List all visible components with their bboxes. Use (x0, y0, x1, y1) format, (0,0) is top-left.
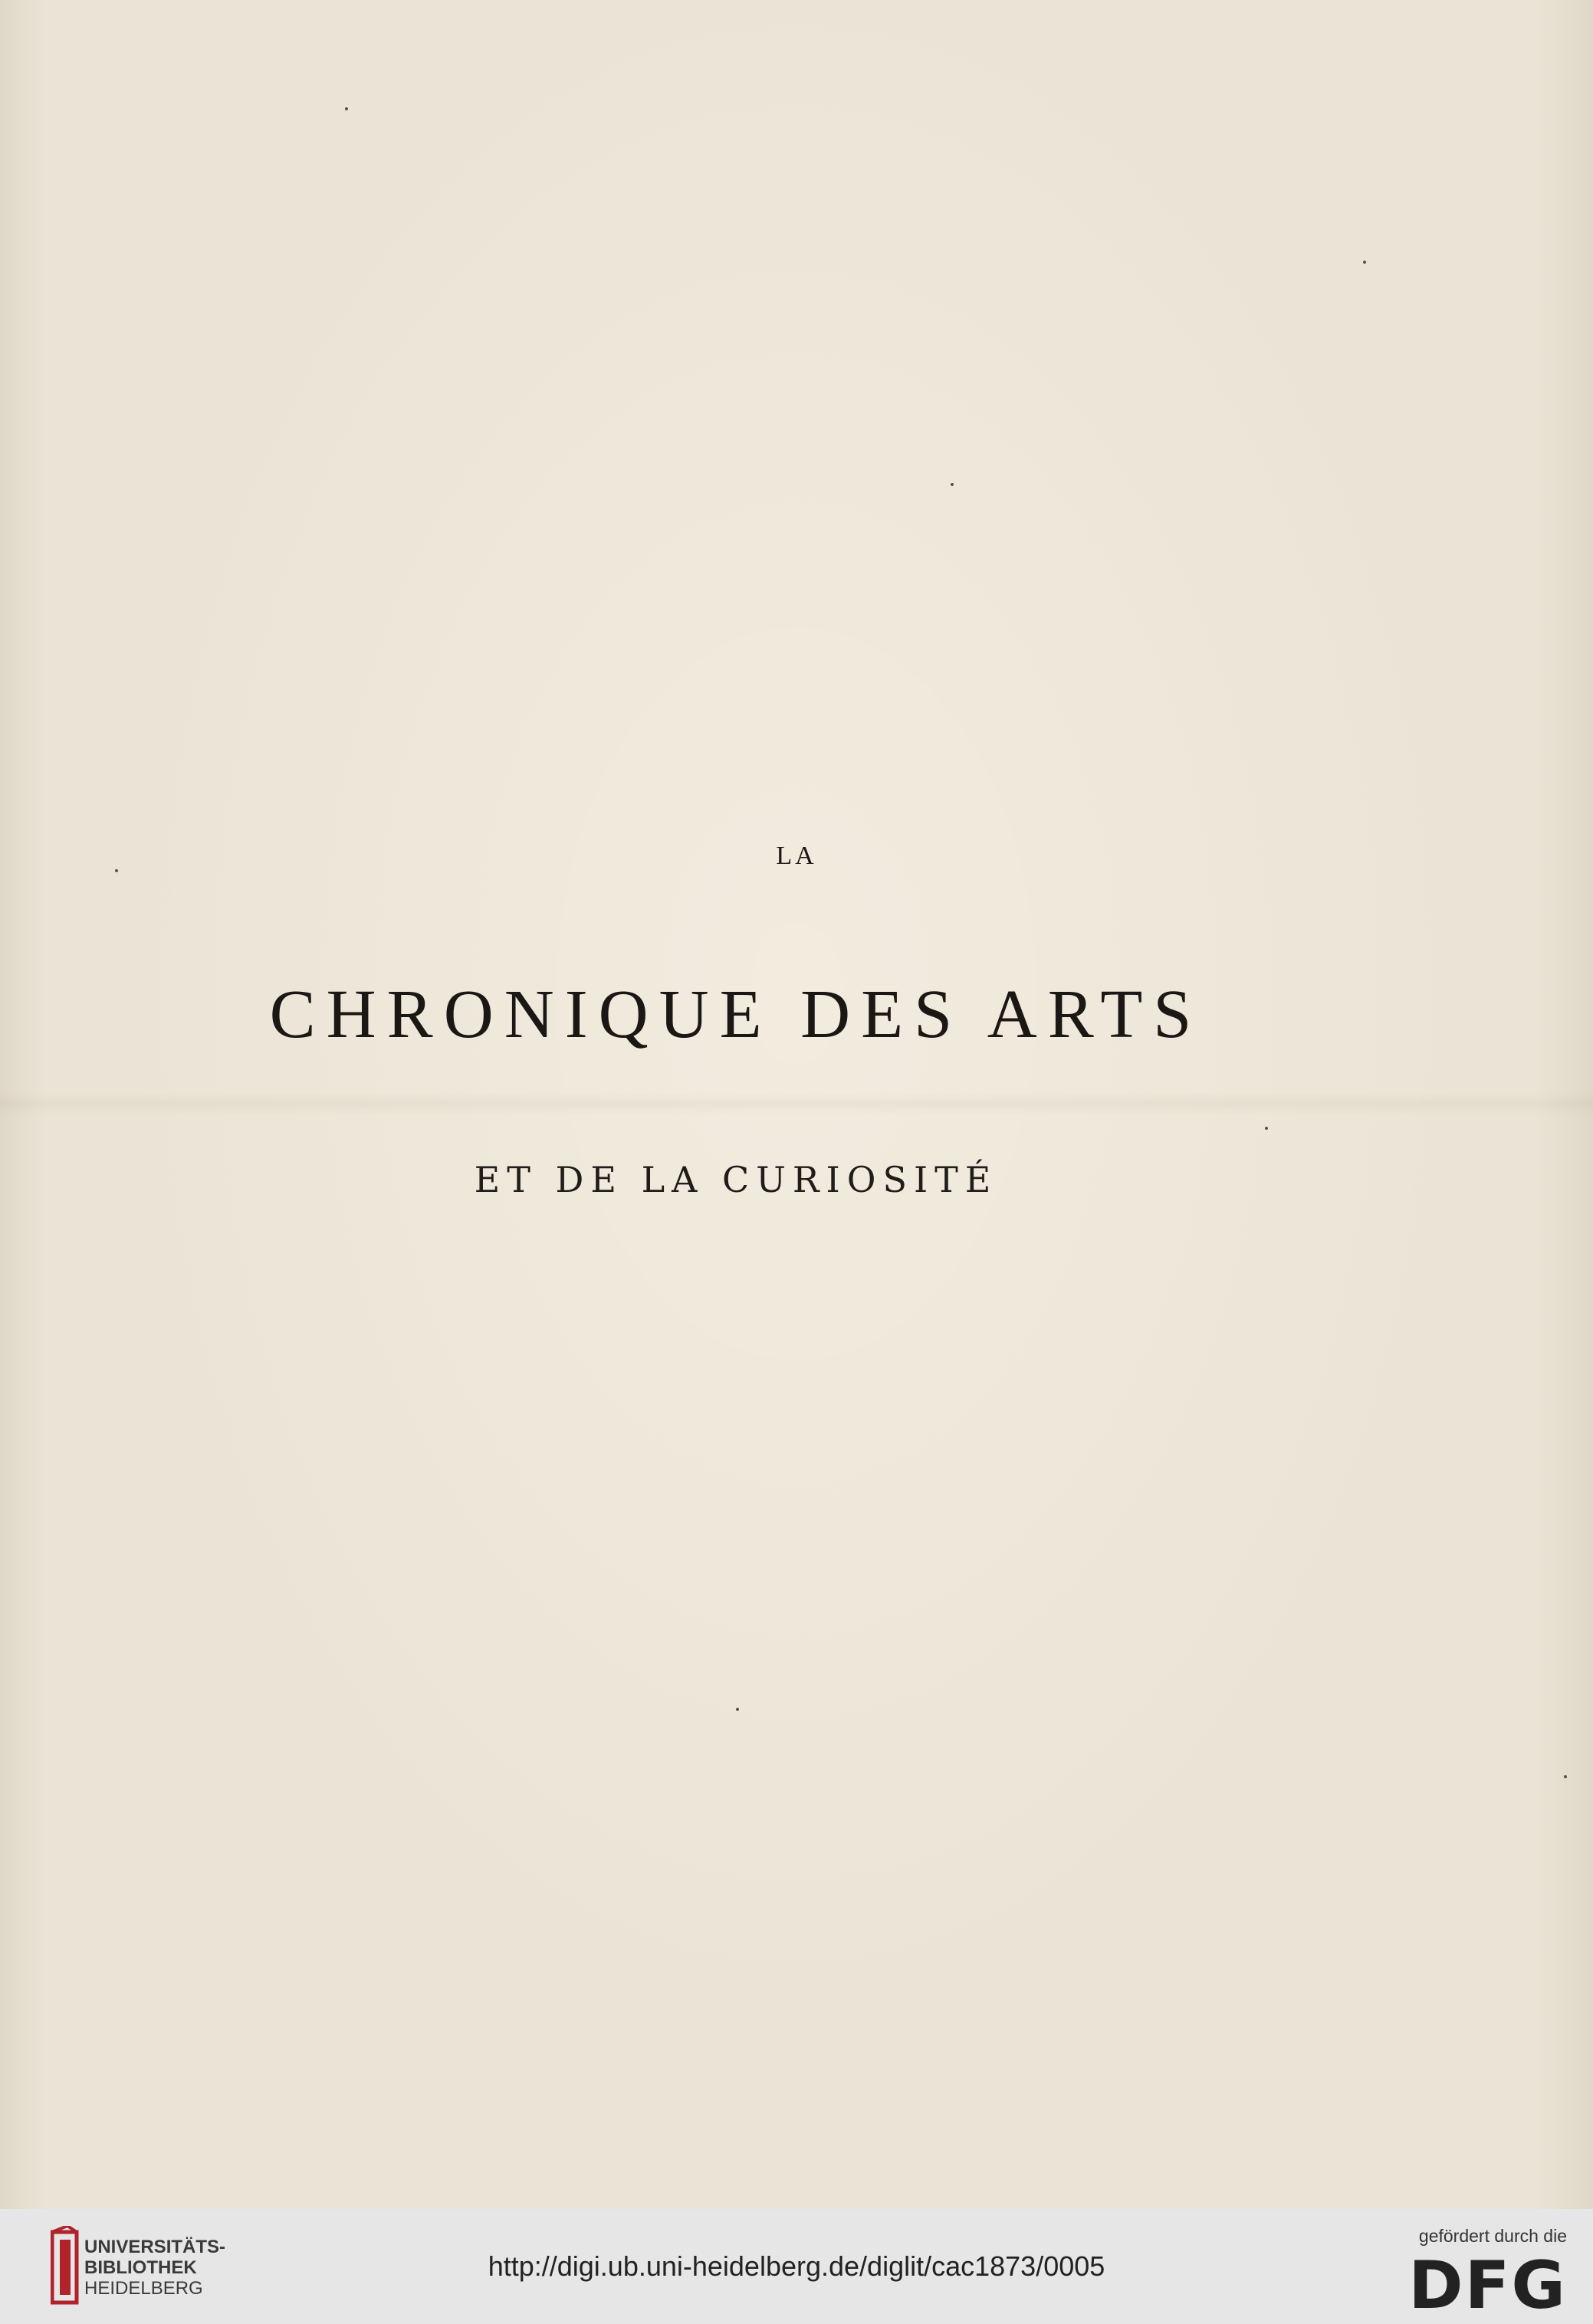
library-line-3: HEIDELBERG (84, 2278, 203, 2299)
paper-speck (1363, 261, 1366, 264)
dfg-logo: DFG (1408, 2247, 1567, 2324)
page-fold (0, 1092, 1593, 1115)
permalink-url[interactable]: http://digi.ub.uni-heidelberg.de/diglit/cac1873/0005 (488, 2250, 1105, 2282)
paper-speck (345, 107, 348, 110)
page-title: CHRONIQUE DES ARTS (269, 977, 1203, 1052)
digitization-footer (0, 2209, 1593, 2324)
paper-speck (1564, 1775, 1567, 1778)
paper-speck (736, 1708, 739, 1711)
page-subtitle: ET DE LA CURIOSITÉ (474, 1159, 998, 1200)
funder-caption: gefördert durch die (1418, 2226, 1567, 2246)
title-article: LA (776, 842, 817, 870)
paper-speck (1265, 1127, 1268, 1130)
library-line-2: BIBLIOTHEK (84, 2257, 197, 2278)
library-line-1: UNIVERSITÄTS- (84, 2237, 226, 2257)
paper-speck (951, 483, 954, 486)
